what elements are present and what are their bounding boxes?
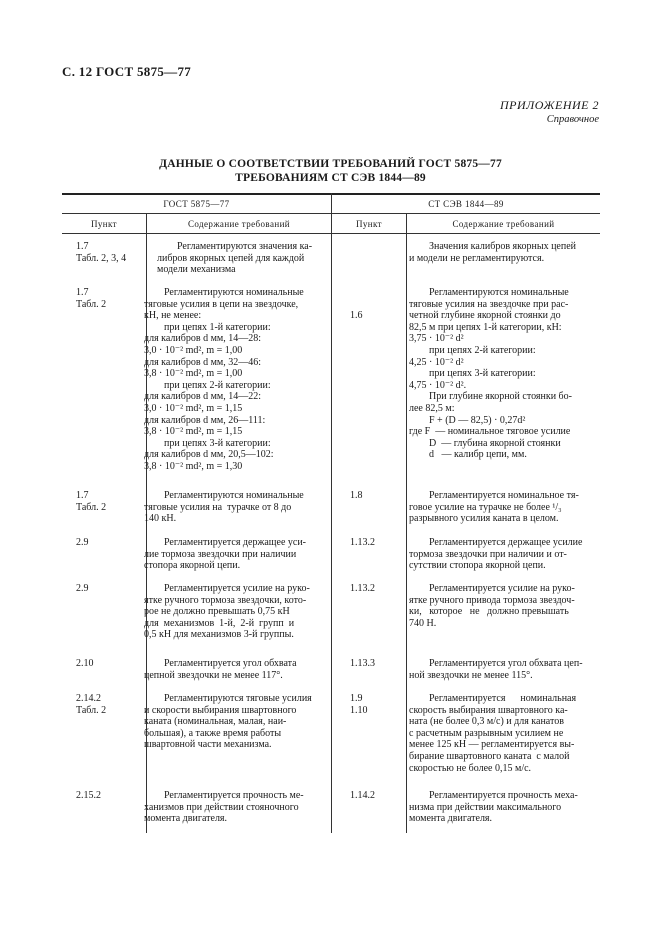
sev-requirement: Значения калибров якорных цепей и модели не регламентируются. — [409, 241, 577, 264]
sev-requirement: Регламентируется держащее усилие тормоза звездочки при наличии и от- сутствии стопора якорной цепи. — [409, 537, 583, 572]
sev-item: 1.6 — [350, 310, 363, 322]
group-header-gost: ГОСТ 5875—77 — [163, 199, 230, 209]
sev-requirement: Регламентируется номинальное тя- говое усилие на турачке не более ¹/₃ разрывного усилия каната в целом. — [409, 490, 579, 525]
gost-requirement: Регламентируются номинальные тяговые усилия в цепи на звездочке, кН, не менее: при цепях 1-й категории: для калибров d мм, 14—28: 3,0 · 10⁻² md², m = 1,00 для калибров d мм, 32—46: 3,8 · 10⁻² md², m = 1,00 при цепях 2-й категории: для калибров d мм, 14—22: 3,0 · 10⁻² md², m = 1,15 для калибров d мм, 26—111: 3,8 · 10⁻² md², m = 1,15 при цепях 3-й категории: для калибров d мм, 20,5—102: 3,8 · 10⁻² md², m = 1,30 — [144, 287, 304, 472]
gost-item: 1.7 Табл. 2 — [76, 490, 107, 513]
sev-requirement: Регламентируется номинальная скорость выбирания швартовного ка- ната (не более 0,3 м/с) и для канатов с расчетным разрывным усилием не менее 125 кН — регламентируется вы- бирание швартовного каната с малой скоростью не более 0,15 м/с. — [409, 693, 577, 774]
sev-item: 1.13.2 — [350, 537, 375, 548]
appendix-title: ПРИЛОЖЕНИЕ 2 — [500, 98, 599, 112]
divider-standards — [331, 193, 332, 833]
gost-item: 1.7 Табл. 2 — [76, 287, 107, 310]
gost-item: 2.15.2 — [76, 790, 101, 801]
gost-requirement: Регламентируется прочность ме- ханизмов при действии стояночного момента двигателя. — [144, 790, 304, 825]
gost-item: 2.14.2 Табл. 2 — [76, 693, 107, 716]
group-header-sev: СТ СЭВ 1844—89 — [428, 199, 504, 209]
gost-requirement: Регламентируются значения ка- либров якорных цепей для каждой модели механизма — [157, 241, 313, 276]
col-header-gost-text: Содержание требований — [188, 219, 290, 229]
col-header-sev-text: Содержание требований — [452, 219, 555, 229]
sev-item: 1.8 — [350, 490, 363, 501]
gost-requirement: Регламентируется держащее уси- лие тормоза звездочки при наличии стопора якорной цепи. — [144, 537, 307, 572]
sev-requirement: Регламентируются номинальные тяговые усилия на звездочке при рас- четной глубине якорной стоянки до 82,5 м при цепях 1-й категории, кН: 3,75 · 10⁻² d² при цепях 2-й категории: 4,25 · 10⁻² d² при цепях 3-й категории: 4,75 · 10⁻² d². При глубине якорной стоянки бо- лее 82,5 м: F + (D — 82,5) · 0,27d² где F — номинальное тяговое усилие D — глубина якорной стоянки d — калибр цепи, мм. — [409, 287, 572, 461]
gost-requirement: Регламентируются номинальные тяговые усилия на турачке от 8 до 140 кН. — [144, 490, 304, 525]
gost-requirement: Регламентируется усилие на руко- ятке ручного тормоза звездочки, кото- рое не должно превышать 0,75 кН для механизмов 1-й, 2-й групп и 0,5 кН для механизмов 3-й группы. — [144, 583, 310, 641]
gost-requirement: Регламентируются тяговые усилия и скорости выбирания швартовного каната (номинальная, малая, наи- большая), а также время работы швартовной части механизма. — [144, 693, 312, 751]
col-header-sev-item: Пункт — [355, 219, 382, 229]
sev-item: 1.14.2 — [350, 790, 375, 801]
sev-item: 1.13.3 — [350, 658, 375, 669]
sev-item: 1.13.2 — [350, 583, 375, 594]
sev-item: 1.9 1.10 — [350, 693, 368, 716]
document-title — [0, 157, 661, 185]
col-header-gost-item: Пункт — [90, 219, 117, 229]
sev-requirement: Регламентируется прочность меха- низма при действии максимального момента двигателя. — [409, 790, 578, 825]
gost-item: 2.10 — [76, 658, 94, 669]
gost-requirement: Регламентируется угол обхвата цепной звездочки не менее 117°. — [144, 658, 297, 681]
divider-sev-columns — [406, 213, 407, 833]
title-line-1: ДАННЫЕ О СООТВЕТСТВИИ ТРЕБОВАНИЙ ГОСТ 5875—77 — [159, 158, 502, 170]
gost-item: 1.7 Табл. 2, 3, 4 — [76, 241, 127, 264]
appendix-subtitle: Справочное — [546, 114, 599, 125]
gost-item: 2.9 — [76, 537, 89, 548]
title-line-2: ТРЕБОВАНИЯМ СТ СЭВ 1844—89 — [235, 172, 426, 184]
appendix-label — [500, 98, 599, 125]
sev-requirement: Регламентируется усилие на руко- ятке ручного привода тормоза звездоч- ки, которое не должно превышать 740 Н. — [409, 583, 575, 629]
compliance-table — [62, 193, 600, 833]
page-header: С. 12 ГОСТ 5875—77 — [62, 64, 192, 79]
sev-requirement: Регламентируется угол обхвата цеп- ной звездочки не менее 115°. — [409, 658, 583, 681]
gost-item: 2.9 — [76, 583, 89, 594]
